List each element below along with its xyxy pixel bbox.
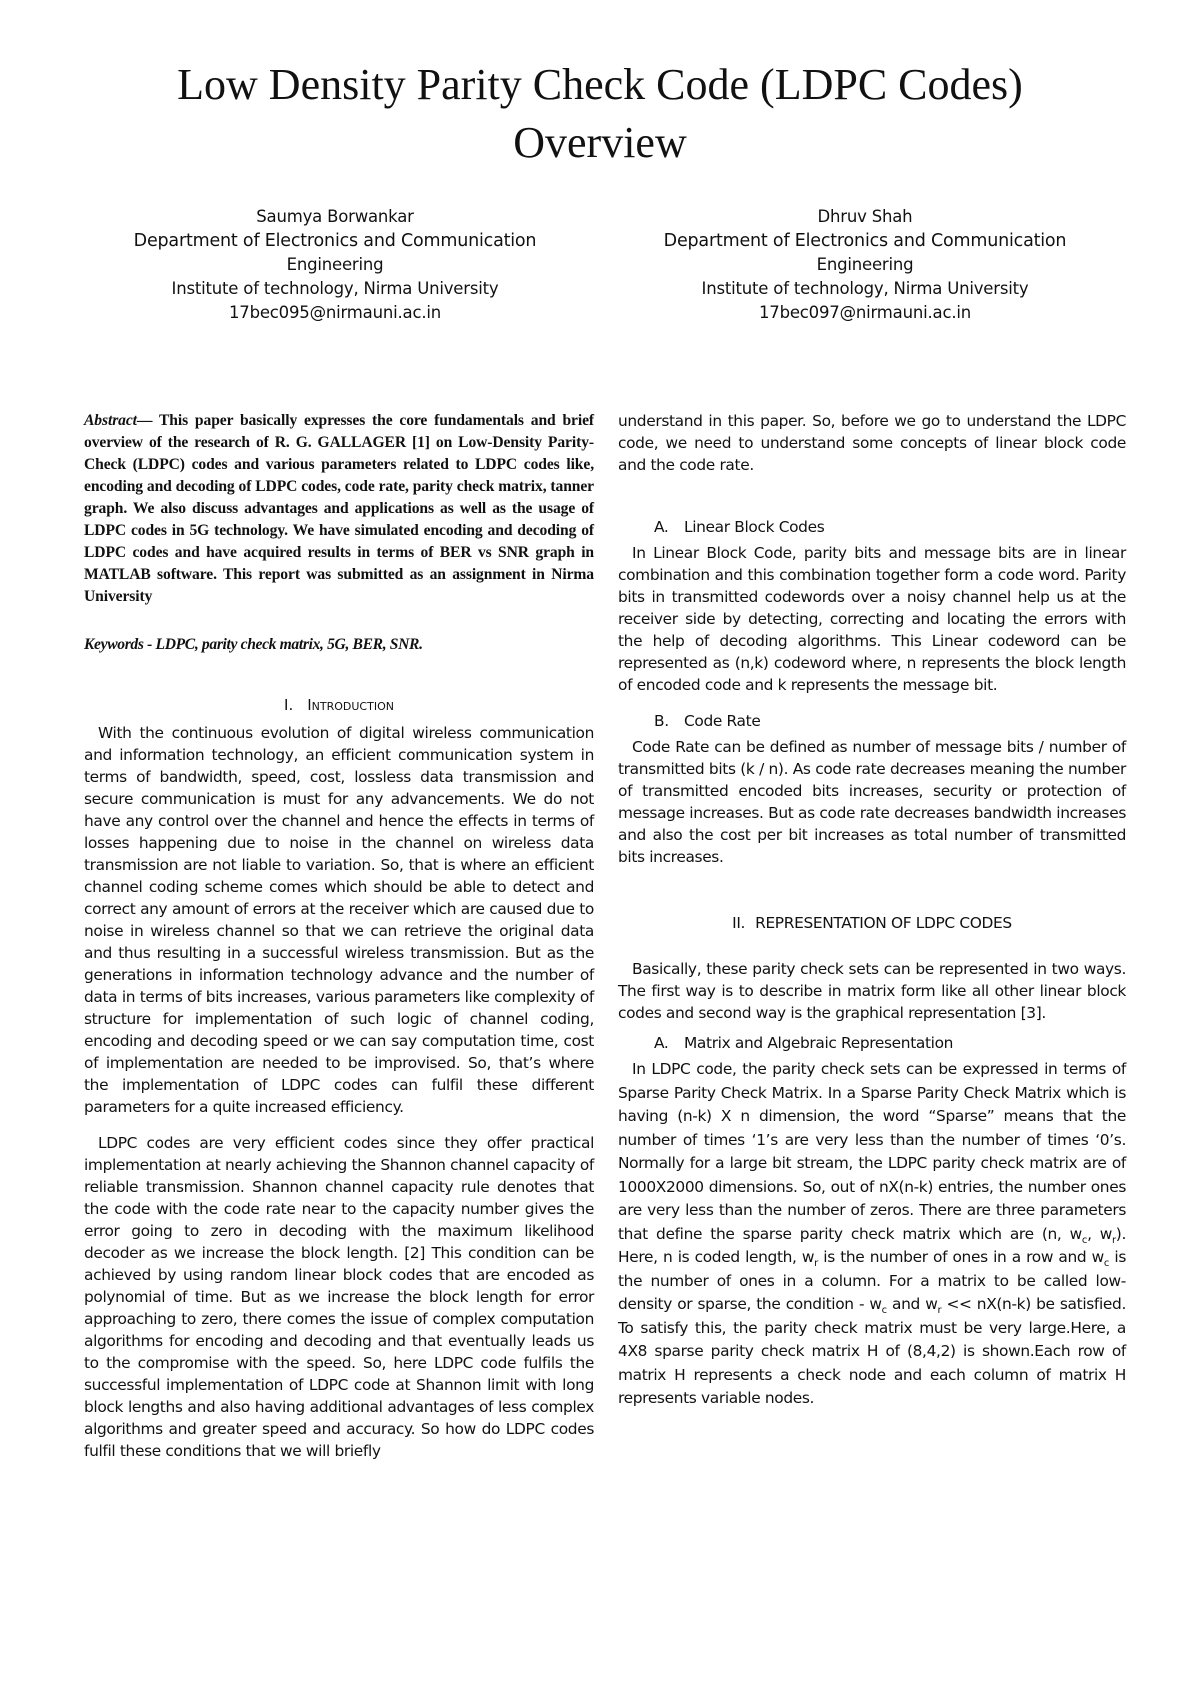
section-title: REPRESENTATION OF LDPC CODES <box>755 914 1012 932</box>
text-run: In LDPC code, the parity check sets can be expressed in terms of Sparse Parity Check Matrix. In a Sparse Parity Check Matrix which is having (n-k) X n dimension, the word “Sparse” means that the number of times ‘1’s are very less than the number of times ‘0’s. Normally for a large bit stream, the LDPC parity check matrix are of 1000X2000 dimensions. So, out of nX(n-k) entries, the number ones are very less than the number of zeros. There are three parameters that define the sparse parity check matrix which are (n, w <box>618 1060 1126 1243</box>
author-email: 17bec097@nirmauni.ac.in <box>758 303 972 322</box>
subsection-title: Linear Block Codes <box>684 518 825 536</box>
subscript: r <box>814 1258 818 1270</box>
subsection-title: Code Rate <box>684 712 761 730</box>
text-run: is the number of ones in a row and w <box>817 1248 1104 1266</box>
linear-block-codes-paragraph: In Linear Block Code, parity bits and message bits are in linear combination and this combination together form a code word. Parity bits in transmitted codewords over a noisy channel help us at the receiver side by detecting, correcting and locating the errors with the help of decoding algorithms. This Linear codeword can be represented as (n,k) codeword where, n represents the block length of encoded code and k represents the message bit. <box>618 544 1126 694</box>
subsection-heading-code-rate <box>654 710 1126 732</box>
text-run: ). Here, n is coded length, w <box>618 1224 1126 1266</box>
author-department: Department of Electronics and Communication <box>663 231 1067 251</box>
author-institute: Institute of technology, Nirma University <box>701 279 1029 298</box>
author-name: Saumya Borwankar <box>256 207 414 226</box>
paper-title: Low Density Parity Check Code (LDPC Codes) Overview <box>177 60 1023 167</box>
subscript: r <box>1112 1234 1116 1246</box>
text-run: , w <box>1087 1224 1113 1243</box>
subscript: c <box>1081 1234 1088 1246</box>
subsection-heading-matrix-representation <box>654 1032 1126 1054</box>
subscript: c <box>881 1305 887 1317</box>
section-heading-introduction <box>84 694 594 716</box>
section-number: I. <box>284 696 294 714</box>
subscript: r <box>937 1305 942 1317</box>
text-run: << nX(n-k) be satisfied. To satisfy this, the parity check matrix must be very large.Here, a 4X8 sparse parity check matrix H of (8,4,2) is shown.Each row of matrix H represents a check node and each column of matrix H represents variable nodes. <box>618 1295 1126 1407</box>
right-column <box>618 410 1126 1411</box>
abstract <box>84 410 594 608</box>
abstract-label: Abstract <box>84 412 137 429</box>
abstract-dash: — <box>136 412 153 429</box>
code-rate-paragraph: Code Rate can be defined as number of message bits / number of transmitted bits (k / n). As code rate decreases meaning the number of transmitted encoded bits increases, security or protection of message increases. But as code rate decreases bandwidth increases and also the cost per bit increases as total number of transmitted bits increases. <box>618 738 1126 866</box>
intro-paragraph-1: With the continuous evolution of digital wireless communication and information technology, an efficient communication system in terms of bandwidth, speed, cost, lossless data transmission and secure communication is must for any advancements. We do not have any control over the channel and hence the effects in terms of losses happening due to noise in the channel on wireless data transmission are not liable to variation. So, that is where an efficient channel coding scheme comes which should be able to detect and correct any amount of errors at the receiver which are caused due to noise in wireless channel so that we can retrieve the original data and thus resulting in a successful wireless transmission. But as the generations in information technology advance and the number of data in terms of bits increases, various parameters like complexity of structure for implementation of such logic of channel coding, encoding and decoding speed or we can say computation time, cost of implementation are needed to be improvised. So, that’s where the implementation of LDPC codes can fulfil these different parameters for a quite increased efficiency. <box>84 724 594 1116</box>
subsection-heading-linear-block-codes <box>654 516 1126 538</box>
author-block-2 <box>630 205 1100 325</box>
section-number: II. <box>732 914 746 932</box>
author-name: Dhruv Shah <box>817 207 913 226</box>
author-block-1 <box>100 205 570 325</box>
keywords: Keywords - LDPC, parity check matrix, 5G, BER, SNR. <box>84 636 423 653</box>
abstract-text: This paper basically expresses the core fundamentals and brief overview of the research of R. G. GALLAGER [1] on Low-Density Parity-Check (LDPC) codes and various parameters related to LDPC codes like, encoding and decoding of LDPC codes, code rate, parity check matrix, tanner graph. We also discuss advantages and applications as well as the usage of LDPC codes in 5G technology. We have simulated encoding and decoding of LDPC codes and have acquired results in terms of BER vs SNR graph in MATLAB software. This report was submitted as an assignment in Nirma University <box>84 412 594 605</box>
author-institute: Institute of technology, Nirma University <box>171 279 499 298</box>
text-run: is the number of ones in a column. For a matrix to be called low-density or sparse, the condition - w <box>618 1248 1126 1313</box>
subsection-number: A. <box>654 1034 669 1052</box>
author-department: Department of Electronics and Communication <box>133 231 537 251</box>
section-title: Introduction <box>307 696 394 714</box>
matrix-representation-paragraph <box>618 1058 1126 1411</box>
left-column <box>84 410 594 1462</box>
author-department-cont: Engineering <box>816 255 914 274</box>
subsection-title: Matrix and Algebraic Representation <box>684 1034 954 1052</box>
text-run: and w <box>886 1295 938 1313</box>
intro-paragraph-2-continued: understand in this paper. So, before we go to understand the LDPC code, we need to understand some concepts of linear block code and the code rate. <box>618 412 1126 474</box>
subsection-number: A. <box>654 518 669 536</box>
author-department-cont: Engineering <box>286 255 384 274</box>
subsection-number: B. <box>654 712 669 730</box>
representation-paragraph: Basically, these parity check sets can be represented in two ways. The first way is to describe in matrix form like all other linear block codes and second way is the graphical representation [3]. <box>618 960 1126 1022</box>
intro-paragraph-2: LDPC codes are very efficient codes since they offer practical implementation at nearly achieving the Shannon channel capacity of reliable transmission. Shannon channel capacity rule denotes that the code with the code rate near to the capacity number gives the error going to zero in decoding with the maximum likelihood decoder as we increase the block length. [2] This condition can be achieved by using random linear block codes that are encoded as polynomial of time. But as we increase the block length for error approaching to zero, there comes the issue of complex computation algorithms for encoding and decoding and that eventually leads us to the compromise with the speed. So, here LDPC code fulfils the successful implementation of LDPC code at Shannon limit with long block lengths and also having additional advantages of less complex algorithms and greater speed and accuracy. So how do LDPC codes fulfil these conditions that we will briefly <box>84 1134 594 1460</box>
section-heading-representation <box>618 912 1126 934</box>
author-email: 17bec095@nirmauni.ac.in <box>228 303 442 322</box>
subscript: c <box>1103 1258 1110 1270</box>
